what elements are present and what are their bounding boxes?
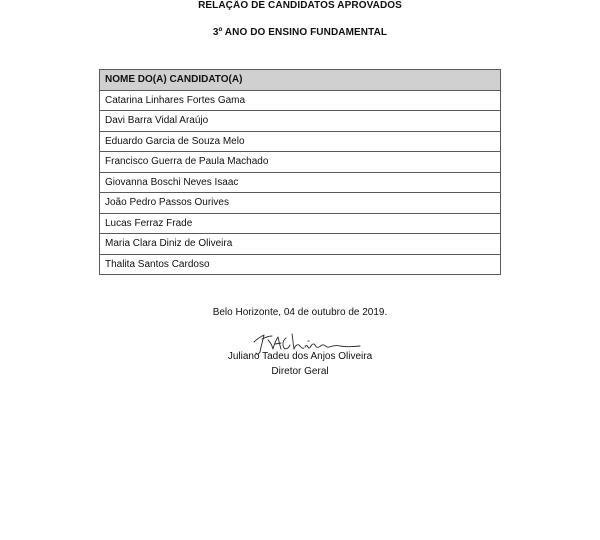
- signer-role: Diretor Geral: [271, 366, 329, 377]
- table-row: [100, 254, 501, 275]
- candidate-name: Lucas Ferraz Frade: [100, 213, 501, 234]
- table-row: [100, 193, 501, 214]
- candidate-name: Francisco Guerra de Paula Machado: [100, 152, 501, 173]
- table-row: [100, 213, 501, 234]
- signer-name: Juliano Tadeu dos Anjos Oliveira: [227, 351, 373, 362]
- place-and-date: Belo Horizonte, 04 de outubro de 2019.: [212, 307, 388, 318]
- candidate-name: Thalita Santos Cardoso: [100, 254, 501, 275]
- table-row: [100, 111, 501, 132]
- candidate-name: Catarina Linhares Fortes Gama: [100, 90, 501, 111]
- table-row: [100, 152, 501, 173]
- candidate-name: Davi Barra Vidal Araújo: [100, 111, 501, 132]
- candidate-name: Maria Clara Diniz de Oliveira: [100, 234, 501, 255]
- table-row: [100, 172, 501, 193]
- table-row: [100, 131, 501, 152]
- candidate-name: Giovanna Boschi Neves Isaac: [100, 172, 501, 193]
- document-subtitle: 3º ANO DO ENSINO FUNDAMENTAL: [212, 27, 388, 38]
- table-header-row: [100, 70, 501, 91]
- candidate-name: Eduardo Garcia de Souza Melo: [100, 131, 501, 152]
- column-header-candidate-name: NOME DO(A) CANDIDATO(A): [100, 70, 501, 91]
- table-row: [100, 90, 501, 111]
- table-row: [100, 234, 501, 255]
- approved-candidates-table: [99, 69, 501, 275]
- document-title: RELAÇÃO DE CANDIDATOS APROVADOS: [198, 0, 402, 11]
- candidate-name: João Pedro Passos Ourives: [100, 193, 501, 214]
